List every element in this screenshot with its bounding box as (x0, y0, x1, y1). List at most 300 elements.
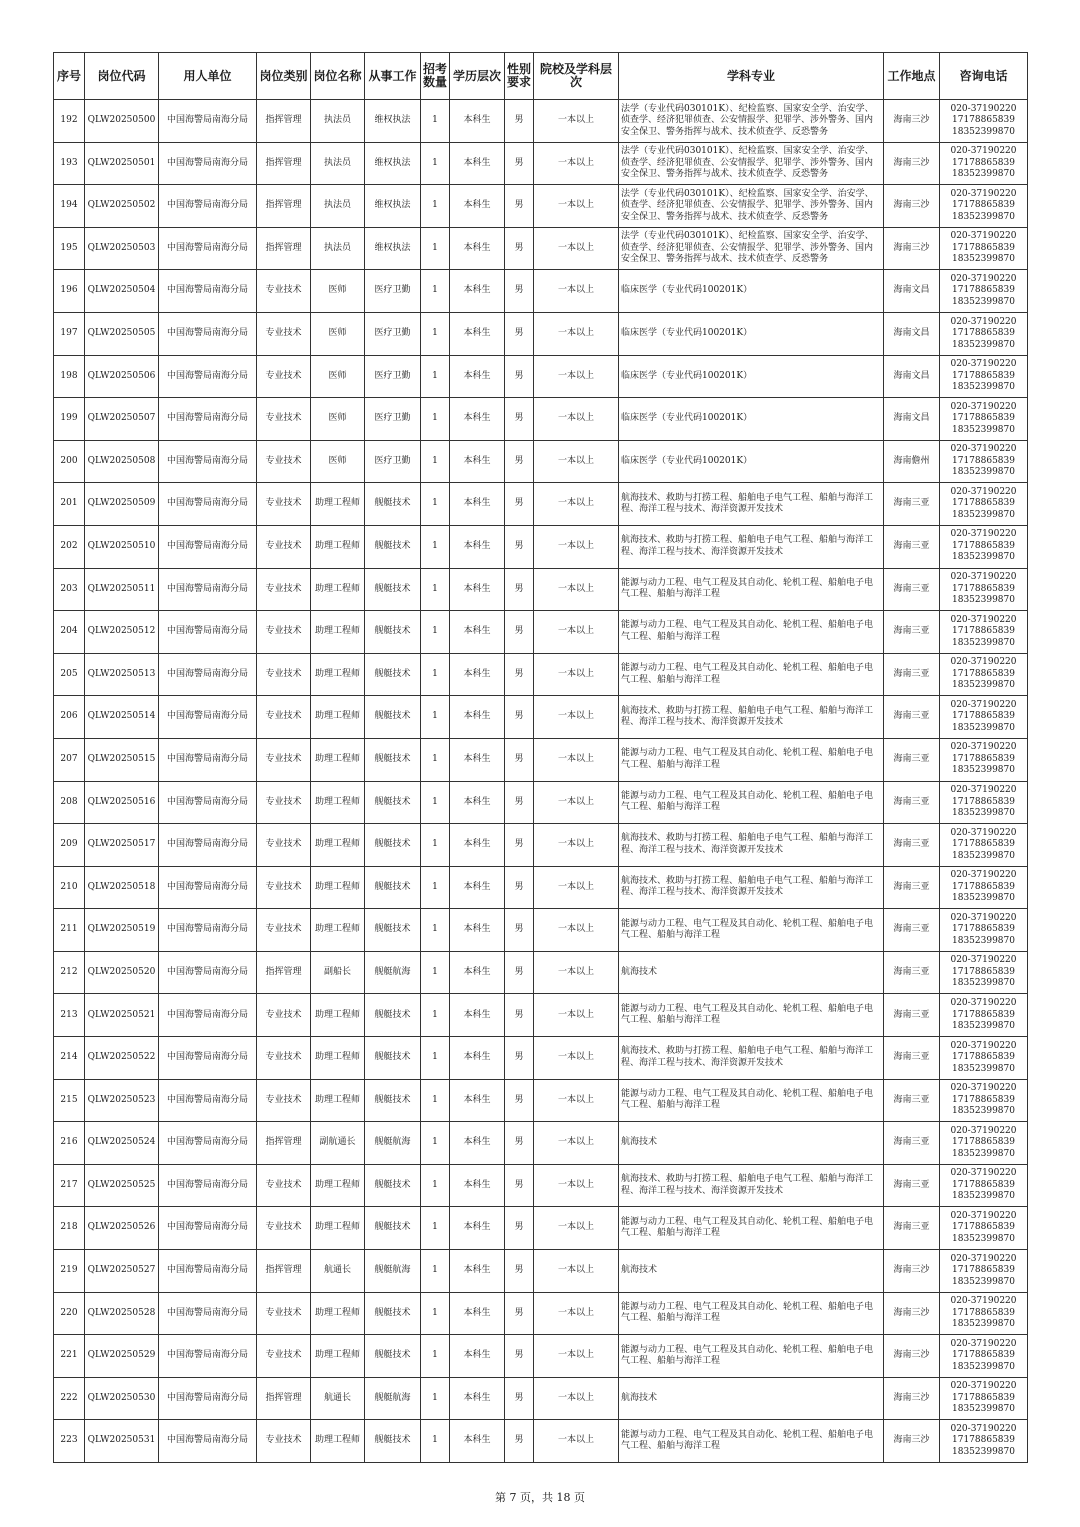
work-location-cell: 海南文昌 (884, 398, 940, 441)
position-code-cell: QLW20250527 (85, 1250, 159, 1293)
table-body (54, 100, 1028, 1463)
table-row (54, 994, 1028, 1037)
school-level-cell: 一本以上 (534, 866, 619, 909)
position-name-cell: 助理工程师 (311, 1335, 365, 1378)
work-type-cell: 舰艇技术 (365, 824, 421, 867)
work-location-cell: 海南三亚 (884, 1207, 940, 1250)
phone-number: 17178865839 (952, 1222, 1015, 1233)
position-code-cell: QLW20250522 (85, 1037, 159, 1080)
major-cell: 临床医学（专业代码100201K） (619, 270, 884, 313)
employer-unit-cell: 中国海警局南海分局 (159, 1079, 257, 1122)
employer-unit-cell: 中国海警局南海分局 (159, 355, 257, 398)
phone-number: 020-37190220 (950, 1083, 1017, 1094)
education-level-cell: 本科生 (450, 312, 505, 355)
position-name-cell: 助理工程师 (311, 568, 365, 611)
major-cell: 航海技术、救助与打捞工程、船舶电子电气工程、船舶与海洋工程、海洋工程与技术、海洋资源开发技术 (619, 824, 884, 867)
table-row (54, 781, 1028, 824)
recruit-count-cell: 1 (421, 1079, 450, 1122)
phone-number: 020-37190220 (950, 1338, 1017, 1349)
work-location-cell: 海南三亚 (884, 525, 940, 568)
position-category-cell: 专业技术 (257, 653, 311, 696)
gender-requirement-cell: 男 (505, 1335, 534, 1378)
header-cell: 院校及学科层次 (534, 53, 619, 100)
row-number-cell: 216 (54, 1122, 85, 1165)
table-row (54, 738, 1028, 781)
major-cell: 临床医学（专业代码100201K） (619, 398, 884, 441)
position-category-cell: 专业技术 (257, 824, 311, 867)
position-category-cell: 专业技术 (257, 909, 311, 952)
work-type-cell: 舰艇技术 (365, 738, 421, 781)
work-location-cell: 海南三亚 (884, 738, 940, 781)
major-cell: 能源与动力工程、电气工程及其自动化、轮机工程、船舶电子电气工程、船舶与海洋工程 (619, 1420, 884, 1463)
work-location-cell: 海南三亚 (884, 611, 940, 654)
employer-unit-cell: 中国海警局南海分局 (159, 866, 257, 909)
employer-unit-cell: 中国海警局南海分局 (159, 312, 257, 355)
recruit-count-cell: 1 (421, 227, 450, 270)
position-code-cell: QLW20250518 (85, 866, 159, 909)
position-category-cell: 专业技术 (257, 1292, 311, 1335)
position-category-cell: 专业技术 (257, 270, 311, 313)
contact-phone-cell (940, 866, 1028, 909)
work-type-cell: 舰艇技术 (365, 1164, 421, 1207)
employer-unit-cell: 中国海警局南海分局 (159, 270, 257, 313)
education-level-cell: 本科生 (450, 951, 505, 994)
recruit-count-cell: 1 (421, 866, 450, 909)
education-level-cell: 本科生 (450, 355, 505, 398)
gender-requirement-cell: 男 (505, 227, 534, 270)
education-level-cell: 本科生 (450, 185, 505, 228)
table-row (54, 824, 1028, 867)
education-level-cell: 本科生 (450, 483, 505, 526)
position-code-cell: QLW20250514 (85, 696, 159, 739)
school-level-cell: 一本以上 (534, 1079, 619, 1122)
phone-number: 18352399870 (952, 1106, 1015, 1117)
phone-number: 020-37190220 (950, 486, 1017, 497)
position-category-cell: 专业技术 (257, 1420, 311, 1463)
work-location-cell: 海南三沙 (884, 142, 940, 185)
major-cell: 能源与动力工程、电气工程及其自动化、轮机工程、船舶电子电气工程、船舶与海洋工程 (619, 1292, 884, 1335)
header-row (54, 53, 1028, 100)
education-level-cell: 本科生 (450, 1377, 505, 1420)
contact-phone-cell (940, 227, 1028, 270)
position-category-cell: 指挥管理 (257, 1122, 311, 1165)
school-level-cell: 一本以上 (534, 781, 619, 824)
position-code-cell: QLW20250502 (85, 185, 159, 228)
recruit-count-cell: 1 (421, 653, 450, 696)
phone-number: 18352399870 (952, 935, 1015, 946)
position-name-cell: 助理工程师 (311, 483, 365, 526)
gender-requirement-cell: 男 (505, 1037, 534, 1080)
employer-unit-cell: 中国海警局南海分局 (159, 483, 257, 526)
phone-number: 020-37190220 (950, 273, 1017, 284)
major-cell: 能源与动力工程、电气工程及其自动化、轮机工程、船舶电子电气工程、船舶与海洋工程 (619, 909, 884, 952)
position-name-cell: 助理工程师 (311, 909, 365, 952)
contact-phone-cell (940, 738, 1028, 781)
position-code-cell: QLW20250511 (85, 568, 159, 611)
major-cell: 法学（专业代码030101K）、纪检监察、国家安全学、治安学、侦查学、经济犯罪侦查、公安情报学、犯罪学、涉外警务、国内安全保卫、警务指挥与战术、技术侦查学、反恐警务 (619, 142, 884, 185)
position-code-cell: QLW20250520 (85, 951, 159, 994)
table-row (54, 866, 1028, 909)
recruit-count-cell: 1 (421, 738, 450, 781)
recruit-count-cell: 1 (421, 440, 450, 483)
position-code-cell: QLW20250507 (85, 398, 159, 441)
major-cell: 能源与动力工程、电气工程及其自动化、轮机工程、船舶电子电气工程、船舶与海洋工程 (619, 1079, 884, 1122)
row-number-cell: 211 (54, 909, 85, 952)
major-cell: 能源与动力工程、电气工程及其自动化、轮机工程、船舶电子电气工程、船舶与海洋工程 (619, 611, 884, 654)
contact-phone-cell (940, 994, 1028, 1037)
row-number-cell: 221 (54, 1335, 85, 1378)
gender-requirement-cell: 男 (505, 781, 534, 824)
work-type-cell: 舰艇技术 (365, 1037, 421, 1080)
position-code-cell: QLW20250501 (85, 142, 159, 185)
work-type-cell: 舰艇技术 (365, 994, 421, 1037)
row-number-cell: 219 (54, 1250, 85, 1293)
major-cell: 航海技术、救助与打捞工程、船舶电子电气工程、船舶与海洋工程、海洋工程与技术、海洋资源开发技术 (619, 1164, 884, 1207)
education-level-cell: 本科生 (450, 738, 505, 781)
position-code-cell: QLW20250508 (85, 440, 159, 483)
major-cell: 航海技术、救助与打捞工程、船舶电子电气工程、船舶与海洋工程、海洋工程与技术、海洋资源开发技术 (619, 525, 884, 568)
major-cell: 能源与动力工程、电气工程及其自动化、轮机工程、船舶电子电气工程、船舶与海洋工程 (619, 994, 884, 1037)
major-cell: 航海技术、救助与打捞工程、船舶电子电气工程、船舶与海洋工程、海洋工程与技术、海洋资源开发技术 (619, 483, 884, 526)
row-number-cell: 220 (54, 1292, 85, 1335)
phone-number: 020-37190220 (950, 146, 1017, 157)
position-category-cell: 专业技术 (257, 994, 311, 1037)
employer-unit-cell: 中国海警局南海分局 (159, 1164, 257, 1207)
table-row (54, 909, 1028, 952)
phone-number: 17178865839 (952, 583, 1015, 594)
position-code-cell: QLW20250524 (85, 1122, 159, 1165)
phone-number: 020-37190220 (950, 1253, 1017, 1264)
table-row (54, 951, 1028, 994)
gender-requirement-cell: 男 (505, 738, 534, 781)
work-type-cell: 舰艇技术 (365, 866, 421, 909)
contact-phone-cell (940, 696, 1028, 739)
phone-number: 18352399870 (952, 680, 1015, 691)
position-code-cell: QLW20250525 (85, 1164, 159, 1207)
work-location-cell: 海南三亚 (884, 781, 940, 824)
recruit-count-cell: 1 (421, 1377, 450, 1420)
position-code-cell: QLW20250505 (85, 312, 159, 355)
work-location-cell: 海南三亚 (884, 951, 940, 994)
phone-number: 17178865839 (952, 1052, 1015, 1063)
work-location-cell: 海南三亚 (884, 568, 940, 611)
phone-number: 18352399870 (952, 552, 1015, 563)
row-number-cell: 203 (54, 568, 85, 611)
contact-phone-cell (940, 440, 1028, 483)
row-number-cell: 222 (54, 1377, 85, 1420)
table-row (54, 1335, 1028, 1378)
position-name-cell: 助理工程师 (311, 781, 365, 824)
employer-unit-cell: 中国海警局南海分局 (159, 653, 257, 696)
gender-requirement-cell: 男 (505, 1420, 534, 1463)
work-location-cell: 海南三沙 (884, 227, 940, 270)
row-number-cell: 218 (54, 1207, 85, 1250)
employer-unit-cell: 中国海警局南海分局 (159, 227, 257, 270)
row-number-cell: 192 (54, 100, 85, 143)
contact-phone-cell (940, 1079, 1028, 1122)
major-cell: 能源与动力工程、电气工程及其自动化、轮机工程、船舶电子电气工程、船舶与海洋工程 (619, 1207, 884, 1250)
position-name-cell: 助理工程师 (311, 994, 365, 1037)
position-name-cell: 助理工程师 (311, 738, 365, 781)
header-cell: 从事工作 (365, 53, 421, 100)
gender-requirement-cell: 男 (505, 909, 534, 952)
work-type-cell: 维权执法 (365, 227, 421, 270)
recruit-count-cell: 1 (421, 1164, 450, 1207)
contact-phone-cell (940, 781, 1028, 824)
work-type-cell: 舰艇技术 (365, 1292, 421, 1335)
phone-number: 18352399870 (952, 424, 1015, 435)
work-type-cell: 舰艇技术 (365, 1207, 421, 1250)
header-cell: 学科专业 (619, 53, 884, 100)
major-cell: 航海技术、救助与打捞工程、船舶电子电气工程、船舶与海洋工程、海洋工程与技术、海洋资源开发技术 (619, 1037, 884, 1080)
position-name-cell: 执法员 (311, 185, 365, 228)
work-location-cell: 海南三亚 (884, 1164, 940, 1207)
school-level-cell: 一本以上 (534, 1377, 619, 1420)
phone-number: 020-37190220 (950, 188, 1017, 199)
row-number-cell: 214 (54, 1037, 85, 1080)
education-level-cell: 本科生 (450, 1250, 505, 1293)
position-name-cell: 助理工程师 (311, 525, 365, 568)
major-cell: 法学（专业代码030101K）、纪检监察、国家安全学、治安学、侦查学、经济犯罪侦查、公安情报学、犯罪学、涉外警务、国内安全保卫、警务指挥与战术、技术侦查学、反恐警务 (619, 227, 884, 270)
phone-number: 18352399870 (952, 509, 1015, 520)
position-code-cell: QLW20250529 (85, 1335, 159, 1378)
position-category-cell: 专业技术 (257, 483, 311, 526)
work-type-cell: 舰艇技术 (365, 483, 421, 526)
employer-unit-cell: 中国海警局南海分局 (159, 951, 257, 994)
position-name-cell: 医师 (311, 270, 365, 313)
gender-requirement-cell: 男 (505, 100, 534, 143)
work-type-cell: 舰艇技术 (365, 781, 421, 824)
phone-number: 020-37190220 (950, 955, 1017, 966)
work-location-cell: 海南三沙 (884, 1420, 940, 1463)
work-type-cell: 舰艇航海 (365, 1377, 421, 1420)
table-row (54, 696, 1028, 739)
position-code-cell: QLW20250519 (85, 909, 159, 952)
phone-number: 17178865839 (952, 1392, 1015, 1403)
table-row (54, 1420, 1028, 1463)
recruitment-table (53, 52, 1028, 1463)
header-cell: 咨询电话 (940, 53, 1028, 100)
row-number-cell: 217 (54, 1164, 85, 1207)
education-level-cell: 本科生 (450, 696, 505, 739)
phone-number: 17178865839 (952, 966, 1015, 977)
education-level-cell: 本科生 (450, 1037, 505, 1080)
major-cell: 航海技术 (619, 1250, 884, 1293)
school-level-cell: 一本以上 (534, 738, 619, 781)
recruit-count-cell: 1 (421, 1292, 450, 1335)
education-level-cell: 本科生 (450, 909, 505, 952)
phone-number: 17178865839 (952, 200, 1015, 211)
phone-number: 17178865839 (952, 668, 1015, 679)
gender-requirement-cell: 男 (505, 1292, 534, 1335)
work-type-cell: 医疗卫勤 (365, 440, 421, 483)
phone-number: 18352399870 (952, 1191, 1015, 1202)
phone-number: 020-37190220 (950, 827, 1017, 838)
phone-number: 18352399870 (952, 1276, 1015, 1287)
phone-number: 18352399870 (952, 1148, 1015, 1159)
school-level-cell: 一本以上 (534, 909, 619, 952)
work-location-cell: 海南三亚 (884, 1037, 940, 1080)
contact-phone-cell (940, 824, 1028, 867)
school-level-cell: 一本以上 (534, 1420, 619, 1463)
position-name-cell: 副船长 (311, 951, 365, 994)
phone-number: 17178865839 (952, 1265, 1015, 1276)
phone-number: 17178865839 (952, 498, 1015, 509)
position-code-cell: QLW20250521 (85, 994, 159, 1037)
phone-number: 020-37190220 (950, 1040, 1017, 1051)
position-name-cell: 助理工程师 (311, 824, 365, 867)
employer-unit-cell: 中国海警局南海分局 (159, 1122, 257, 1165)
education-level-cell: 本科生 (450, 270, 505, 313)
contact-phone-cell (940, 1250, 1028, 1293)
phone-number: 020-37190220 (950, 316, 1017, 327)
gender-requirement-cell: 男 (505, 696, 534, 739)
gender-requirement-cell: 男 (505, 483, 534, 526)
work-location-cell: 海南三亚 (884, 696, 940, 739)
work-location-cell: 海南三亚 (884, 653, 940, 696)
position-name-cell: 医师 (311, 355, 365, 398)
education-level-cell: 本科生 (450, 781, 505, 824)
major-cell: 航海技术、救助与打捞工程、船舶电子电气工程、船舶与海洋工程、海洋工程与技术、海洋资源开发技术 (619, 696, 884, 739)
school-level-cell: 一本以上 (534, 653, 619, 696)
phone-number: 17178865839 (952, 1137, 1015, 1148)
phone-number: 020-37190220 (950, 912, 1017, 923)
gender-requirement-cell: 男 (505, 1122, 534, 1165)
position-name-cell: 助理工程师 (311, 1420, 365, 1463)
phone-number: 17178865839 (952, 1179, 1015, 1190)
phone-number: 18352399870 (952, 339, 1015, 350)
work-type-cell: 舰艇技术 (365, 696, 421, 739)
employer-unit-cell: 中国海警局南海分局 (159, 994, 257, 1037)
recruit-count-cell: 1 (421, 1420, 450, 1463)
table-row (54, 440, 1028, 483)
position-category-cell: 专业技术 (257, 1164, 311, 1207)
school-level-cell: 一本以上 (534, 568, 619, 611)
position-name-cell: 航通长 (311, 1377, 365, 1420)
work-type-cell: 舰艇技术 (365, 611, 421, 654)
phone-number: 18352399870 (952, 169, 1015, 180)
recruit-count-cell: 1 (421, 142, 450, 185)
recruit-count-cell: 1 (421, 355, 450, 398)
work-location-cell: 海南三亚 (884, 994, 940, 1037)
contact-phone-cell (940, 270, 1028, 313)
position-category-cell: 专业技术 (257, 312, 311, 355)
table-row (54, 1292, 1028, 1335)
row-number-cell: 196 (54, 270, 85, 313)
gender-requirement-cell: 男 (505, 1250, 534, 1293)
phone-number: 020-37190220 (950, 1125, 1017, 1136)
gender-requirement-cell: 男 (505, 653, 534, 696)
position-category-cell: 专业技术 (257, 611, 311, 654)
row-number-cell: 210 (54, 866, 85, 909)
contact-phone-cell (940, 1164, 1028, 1207)
phone-number: 020-37190220 (950, 1423, 1017, 1434)
work-location-cell: 海南三沙 (884, 1335, 940, 1378)
position-category-cell: 指挥管理 (257, 951, 311, 994)
work-type-cell: 维权执法 (365, 185, 421, 228)
education-level-cell: 本科生 (450, 440, 505, 483)
employer-unit-cell: 中国海警局南海分局 (159, 1207, 257, 1250)
position-category-cell: 指挥管理 (257, 100, 311, 143)
phone-number: 18352399870 (952, 382, 1015, 393)
school-level-cell: 一本以上 (534, 142, 619, 185)
school-level-cell: 一本以上 (534, 227, 619, 270)
recruit-count-cell: 1 (421, 1207, 450, 1250)
phone-number: 18352399870 (952, 1404, 1015, 1415)
table-row (54, 611, 1028, 654)
phone-number: 020-37190220 (950, 401, 1017, 412)
position-category-cell: 指挥管理 (257, 1377, 311, 1420)
work-location-cell: 海南三亚 (884, 1079, 940, 1122)
recruit-count-cell: 1 (421, 312, 450, 355)
work-type-cell: 舰艇技术 (365, 909, 421, 952)
phone-number: 18352399870 (952, 765, 1015, 776)
row-number-cell: 204 (54, 611, 85, 654)
phone-number: 17178865839 (952, 711, 1015, 722)
row-number-cell: 197 (54, 312, 85, 355)
employer-unit-cell: 中国海警局南海分局 (159, 1250, 257, 1293)
gender-requirement-cell: 男 (505, 525, 534, 568)
school-level-cell: 一本以上 (534, 1037, 619, 1080)
gender-requirement-cell: 男 (505, 866, 534, 909)
employer-unit-cell: 中国海警局南海分局 (159, 100, 257, 143)
major-cell: 航海技术、救助与打捞工程、船舶电子电气工程、船舶与海洋工程、海洋工程与技术、海洋资源开发技术 (619, 866, 884, 909)
work-type-cell: 舰艇技术 (365, 653, 421, 696)
recruit-count-cell: 1 (421, 1250, 450, 1293)
school-level-cell: 一本以上 (534, 994, 619, 1037)
school-level-cell: 一本以上 (534, 1207, 619, 1250)
phone-number: 020-37190220 (950, 870, 1017, 881)
contact-phone-cell (940, 653, 1028, 696)
position-category-cell: 专业技术 (257, 866, 311, 909)
contact-phone-cell (940, 355, 1028, 398)
education-level-cell: 本科生 (450, 1292, 505, 1335)
position-name-cell: 助理工程师 (311, 1037, 365, 1080)
work-type-cell: 舰艇航海 (365, 1122, 421, 1165)
phone-number: 020-37190220 (950, 1296, 1017, 1307)
header-cell: 岗位类别 (257, 53, 311, 100)
phone-number: 18352399870 (952, 254, 1015, 265)
school-level-cell: 一本以上 (534, 440, 619, 483)
phone-number: 18352399870 (952, 1361, 1015, 1372)
employer-unit-cell: 中国海警局南海分局 (159, 1335, 257, 1378)
phone-number: 18352399870 (952, 1233, 1015, 1244)
position-name-cell: 医师 (311, 312, 365, 355)
position-code-cell: QLW20250528 (85, 1292, 159, 1335)
major-cell: 临床医学（专业代码100201K） (619, 312, 884, 355)
contact-phone-cell (940, 568, 1028, 611)
position-name-cell: 医师 (311, 440, 365, 483)
education-level-cell: 本科生 (450, 227, 505, 270)
phone-number: 18352399870 (952, 467, 1015, 478)
contact-phone-cell (940, 312, 1028, 355)
contact-phone-cell (940, 100, 1028, 143)
table-row (54, 312, 1028, 355)
position-category-cell: 指挥管理 (257, 227, 311, 270)
table-row (54, 1164, 1028, 1207)
phone-number: 020-37190220 (950, 359, 1017, 370)
position-code-cell: QLW20250523 (85, 1079, 159, 1122)
phone-number: 18352399870 (952, 722, 1015, 733)
table-row (54, 100, 1028, 143)
phone-number: 17178865839 (952, 455, 1015, 466)
education-level-cell: 本科生 (450, 1207, 505, 1250)
phone-number: 18352399870 (952, 1063, 1015, 1074)
position-code-cell: QLW20250504 (85, 270, 159, 313)
school-level-cell: 一本以上 (534, 185, 619, 228)
gender-requirement-cell: 男 (505, 568, 534, 611)
table-row (54, 525, 1028, 568)
